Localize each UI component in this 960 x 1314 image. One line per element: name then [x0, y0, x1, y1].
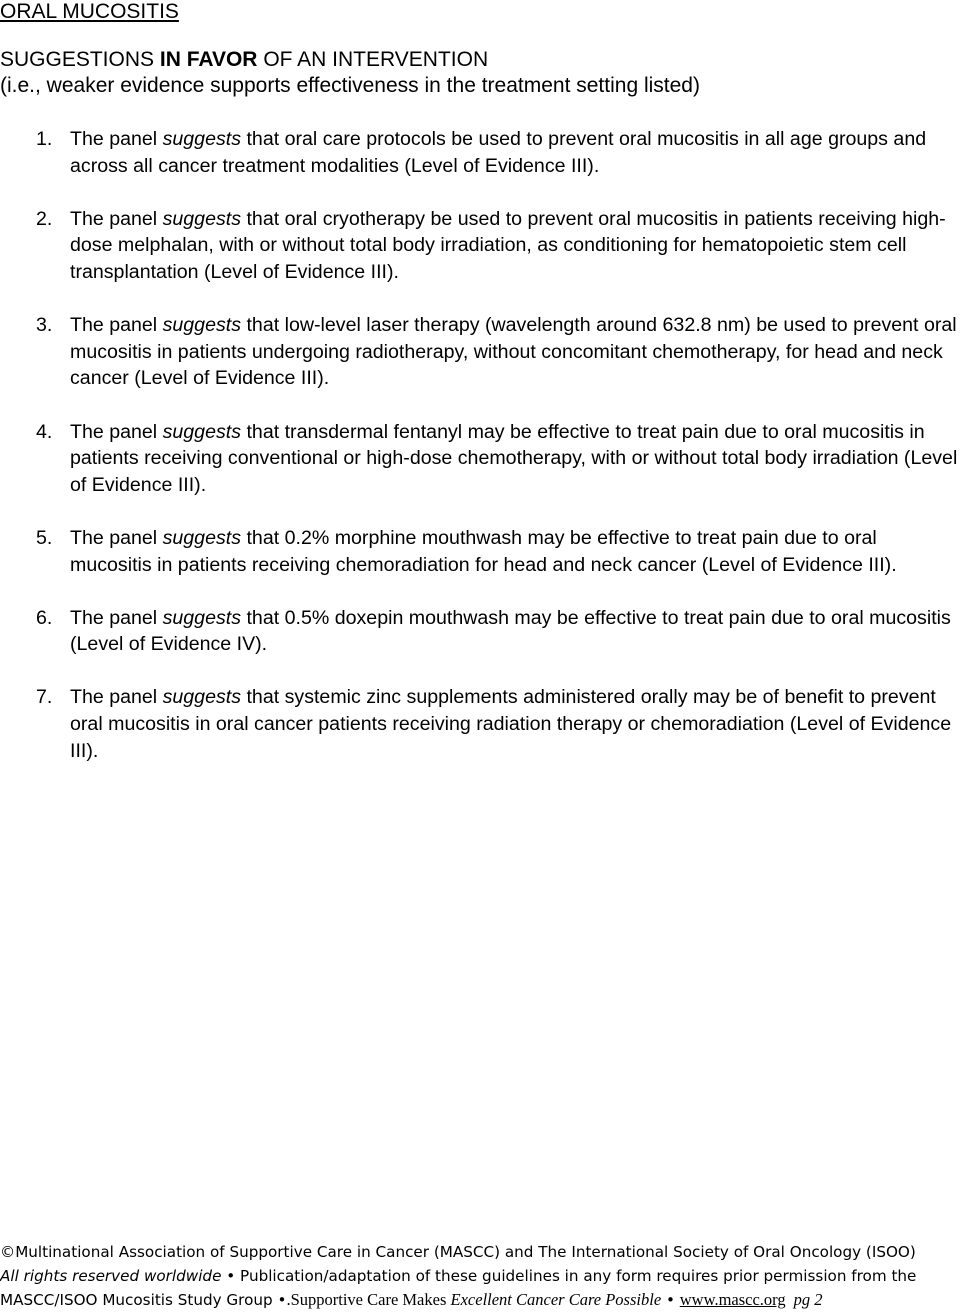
tagline-emphasis: Excellent Cancer Care Possible — [450, 1290, 662, 1309]
footer-copyright: ©Multinational Association of Supportive Care in Cancer (MASCC) and The International Society of Oral Oncology (ISOO) — [0, 1243, 916, 1261]
list-item — [0, 206, 960, 286]
list-item — [0, 525, 960, 578]
item-emphasis: suggests — [162, 606, 242, 629]
item-text-pre: The panel — [70, 420, 163, 443]
heading-emphasis: IN FAVOR — [159, 48, 258, 71]
list-item — [0, 312, 960, 392]
footer-rights — [0, 1264, 960, 1288]
section-subheading: (i.e., weaker evidence supports effectiveness in the treatment setting listed) — [0, 74, 700, 97]
page-footer — [0, 1240, 960, 1312]
item-emphasis: suggests — [162, 314, 242, 337]
mascc-link[interactable]: www.mascc.org — [679, 1290, 786, 1309]
rights-reserved: All rights reserved worldwide — [0, 1267, 222, 1285]
item-number: 2. — [36, 207, 53, 230]
item-number: 4. — [36, 420, 53, 443]
item-emphasis: suggests — [162, 526, 242, 549]
footer-group — [0, 1288, 960, 1312]
item-text-post: that oral care protocols be used to prevent oral mucositis in all age groups and across all cancer treatment modalities (Level of Evidence III). — [70, 128, 927, 177]
item-number: 6. — [36, 606, 53, 629]
item-text-post: that low-level laser therapy (wavelength around 632.8 nm) be used to prevent oral mucositis in patients undergoing radiotherapy, without concomitant chemotherapy, for head and neck cancer (Level of Evidence III). — [70, 314, 957, 390]
item-number: 1. — [36, 128, 53, 150]
item-text-pre: The panel — [70, 526, 163, 549]
item-number: 7. — [36, 686, 53, 709]
bullet-separator: • — [226, 1267, 236, 1285]
bullet-separator: • — [665, 1291, 675, 1309]
list-item — [0, 126, 960, 179]
item-emphasis: suggests — [162, 686, 242, 709]
tagline-prefix: .Supportive Care Makes — [286, 1290, 451, 1309]
list-item — [0, 684, 960, 764]
heading-suffix: OF AN INTERVENTION — [257, 48, 489, 71]
item-emphasis: suggests — [162, 420, 242, 443]
document-title: ORAL MUCOSITIS — [0, 0, 179, 23]
heading-prefix: SUGGESTIONS — [0, 48, 160, 71]
list-item — [0, 419, 960, 499]
item-text-pre: The panel — [70, 128, 163, 150]
footer-permission: Publication/adaptation of these guidelines in any form requires prior permission from the — [240, 1267, 917, 1285]
item-text-post: that 0.2% morphine mouthwash may be effective to treat pain due to oral mucositis in patients receiving chemoradiation for head and neck cancer (Level of Evidence III). — [70, 526, 897, 576]
item-emphasis: suggests — [162, 207, 242, 230]
item-number: 3. — [36, 314, 53, 337]
item-text-post: that transdermal fentanyl may be effective to treat pain due to oral mucositis in patients receiving conventional or high-dose chemotherapy, with or without total body irradiation (Level of Evidence III). — [70, 420, 958, 496]
item-text-pre: The panel — [70, 686, 163, 709]
item-text-pre: The panel — [70, 606, 163, 629]
list-item — [0, 605, 960, 658]
item-number: 5. — [36, 526, 53, 549]
item-text-pre: The panel — [70, 207, 163, 230]
item-text-pre: The panel — [70, 314, 163, 337]
item-text-post: that oral cryotherapy be used to prevent oral mucositis in patients receiving high-dose melphalan, with or without total body irradiation, as conditioning for hematopoietic stem cell transplantation (Level of Evidence III). — [70, 207, 946, 283]
page-number: pg 2 — [793, 1290, 823, 1309]
item-emphasis: suggests — [162, 128, 242, 150]
suggestion-list — [0, 126, 960, 791]
item-text-post: that 0.5% doxepin mouthwash may be effective to treat pain due to oral mucositis (Level of Evidence IV). — [70, 606, 951, 656]
study-group: MASCC/ISOO Mucositis Study Group — [0, 1291, 273, 1309]
bullet-separator: • — [277, 1291, 287, 1309]
section-heading — [0, 47, 488, 73]
item-text-post: that systemic zinc supplements administered orally may be of benefit to prevent oral mucositis in oral cancer patients receiving radiation therapy or chemoradiation (Level of Evidence III). — [70, 686, 952, 762]
